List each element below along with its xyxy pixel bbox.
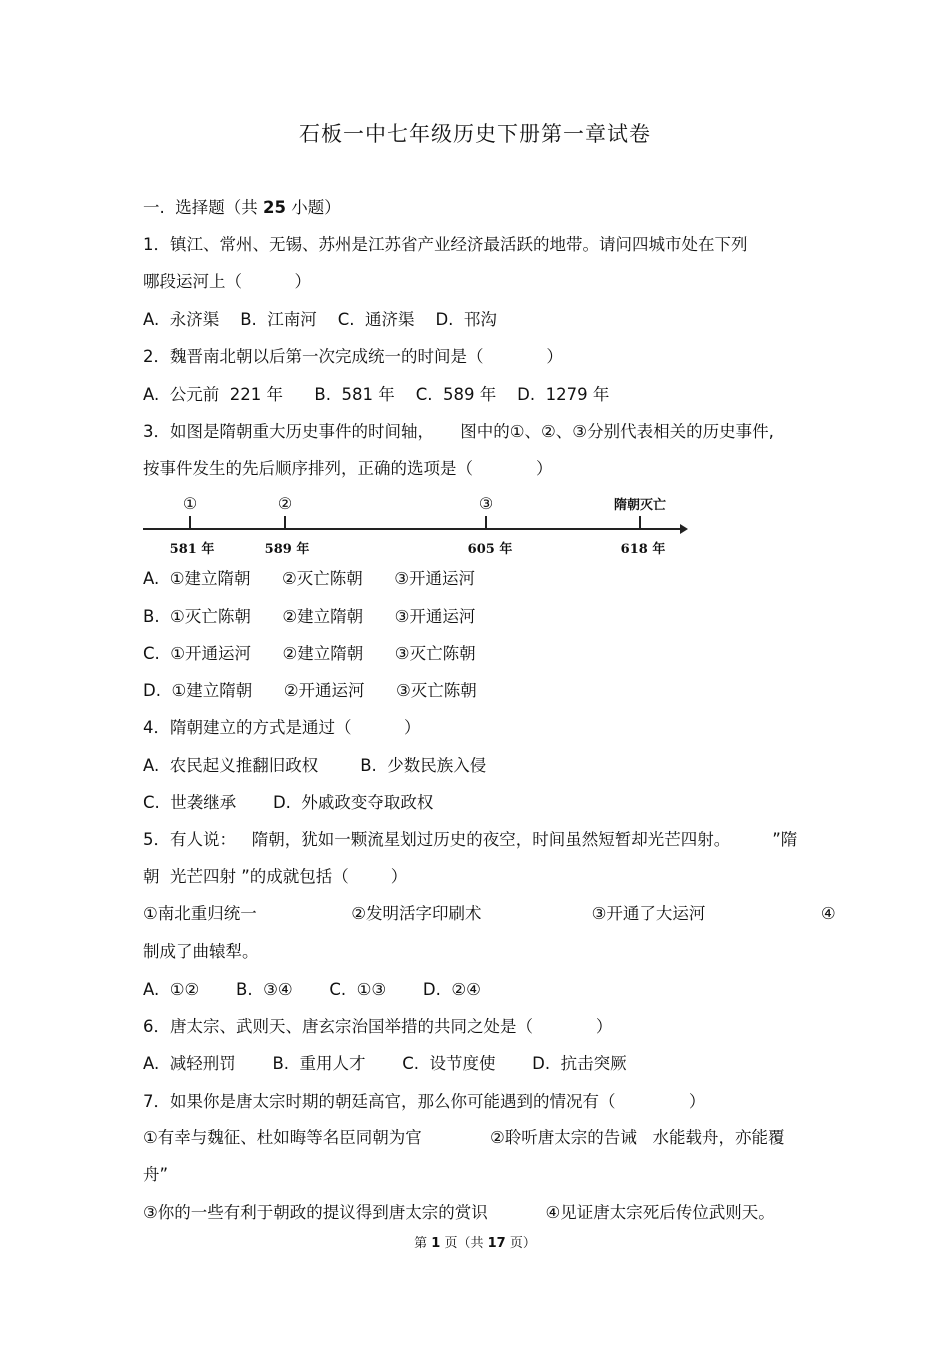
question-7-items: ①有幸与魏征、杜如晦等名臣同朝为官 ②聆听唐太宗的告诫 水能载舟，亦能覆 bbox=[143, 1128, 785, 1147]
footer-prefix: 第 bbox=[414, 1236, 432, 1251]
timeline-figure bbox=[140, 492, 700, 564]
question-4-options-ab: A. 农民起义推翻旧政权 B. 少数民族入侵 bbox=[143, 756, 487, 775]
question-4-options-cd: C. 世袭继承 D. 外戚政变夺取政权 bbox=[143, 793, 434, 812]
page-title: 石板一中七年级历史下册第一章试卷 bbox=[299, 122, 651, 146]
question-7-items-cont: 舟” bbox=[143, 1165, 169, 1184]
question-6-options: A. 减轻刑罚 B. 重用人才 C. 设节度使 D. 抗击突厥 bbox=[143, 1054, 627, 1073]
question-1-options: A. 永济渠 B. 江南河 C. 通济渠 D. 邗沟 bbox=[143, 310, 497, 329]
year-label-618: 618 年 bbox=[620, 542, 666, 557]
question-7: 7．如果你是唐太宗时期的朝廷高官，那么你可能遇到的情况有（ ） bbox=[143, 1092, 706, 1111]
year-label-581: 581 年 bbox=[169, 542, 215, 557]
question-4: 4．隋朝建立的方式是通过（ ） bbox=[143, 718, 421, 737]
year-label-589: 589 年 bbox=[264, 542, 310, 557]
event-label-1: ① bbox=[182, 494, 198, 513]
question-1: 1．镇江、常州、无锡、苏州是江苏省产业经济最活跃的地带。请问四城市处在下列 bbox=[143, 235, 748, 254]
timeline-arrow bbox=[680, 524, 688, 534]
question-5-options: A. ①② B. ③④ C. ①③ D. ②④ bbox=[143, 980, 481, 999]
page-footer bbox=[0, 1232, 950, 1251]
footer-page-number: 1 bbox=[431, 1236, 441, 1251]
section-prefix: 一. 选择题（共 bbox=[143, 198, 263, 217]
question-3-cont: 按事件发生的先后顺序排列，正确的选项是（ ） bbox=[143, 459, 553, 478]
question-5-items-cont: 制成了曲辕犁。 bbox=[143, 942, 259, 961]
event-label-2: ② bbox=[277, 494, 293, 513]
question-5: 5．有人说： 隋朝，犹如一颗流星划过历史的夜空，时间虽然短暂却光芒四射。 ”隋 bbox=[143, 830, 798, 849]
question-3-option-c: C. ①开通运河 ②建立隋朝 ③灭亡陈朝 bbox=[143, 644, 476, 663]
question-count: 25 bbox=[262, 198, 286, 217]
question-3-option-d: D. ①建立隋朝 ②开通运河 ③灭亡陈朝 bbox=[143, 681, 477, 700]
question-1-cont: 哪段运河上（ ） bbox=[143, 272, 311, 291]
question-5-items: ①南北重归统一 ②发明活字印刷术 ③开通了大运河 ④ bbox=[143, 904, 836, 923]
question-3-option-a: A. ①建立隋朝 ②灭亡陈朝 ③开通运河 bbox=[143, 569, 476, 588]
year-label-605: 605 年 bbox=[467, 542, 513, 557]
footer-total-pages: 17 bbox=[487, 1236, 506, 1251]
event-label-4: 隋朝灭亡 bbox=[613, 498, 667, 513]
footer-suffix: 页） bbox=[505, 1236, 536, 1251]
question-2-options: A. 公元前 221 年 B. 581 年 C. 589 年 D. 1279 年 bbox=[143, 385, 610, 404]
section-suffix: 小题） bbox=[285, 198, 341, 217]
question-3-option-b: B. ①灭亡陈朝 ②建立隋朝 ③开通运河 bbox=[143, 607, 476, 626]
question-3: 3．如图是隋朝重大历史事件的时间轴， 图中的①、②、③分别代表相关的历史事件, bbox=[143, 422, 774, 441]
footer-middle: 页（共 bbox=[440, 1236, 488, 1251]
question-2: 2．魏晋南北朝以后第一次完成统一的时间是（ ） bbox=[143, 347, 563, 366]
question-5-cont: 朝 光芒四射 ”的成就包括（ ） bbox=[143, 867, 408, 886]
question-6: 6．唐太宗、武则天、唐玄宗治国举措的共同之处是（ ） bbox=[143, 1017, 613, 1036]
question-7-items-2: ③你的一些有利于朝政的提议得到唐太宗的赏识 ④见证唐太宗死后传位武则天。 bbox=[143, 1203, 775, 1222]
event-label-3: ③ bbox=[478, 494, 494, 513]
section-heading bbox=[143, 197, 341, 219]
